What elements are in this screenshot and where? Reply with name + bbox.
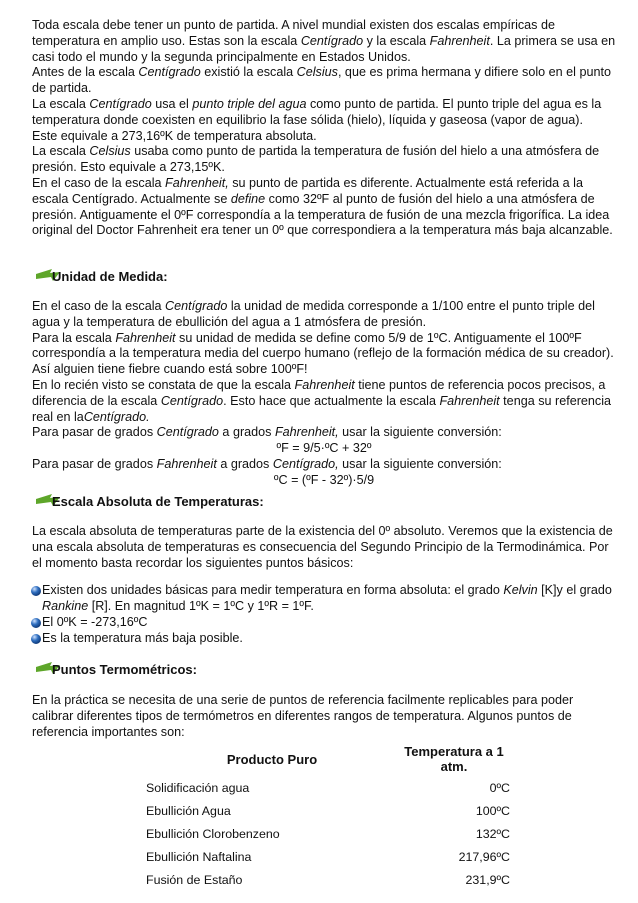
table-row <box>140 822 510 845</box>
puntos-section <box>32 693 616 740</box>
table-header-product: Producto Puro <box>226 751 318 767</box>
table-row <box>140 868 510 891</box>
table-row <box>140 845 510 868</box>
intro-paragraph-2: Antes de la escala Centígrado existió la escala Celsius, que es prima hermana y difiere solo en el punto de partida. <box>32 65 611 96</box>
table-cell-product: Solidificación agua <box>146 780 250 795</box>
intro-paragraph-6: En el caso de la escala Fahrenheit, su punto de partida es diferente. Actualmente está referida a la escala Centígrado. Actualmente se define como 32ºF al punto de fusión del hielo a una atmósfera de presión. Antiguamente el 0ºF correspondía a la temperatura de fusión de una mezcla frigorífica. La idea original del Doctor Fahrenheit era tener un 0º que correspondiera a la temperatura más baja alcanzable. <box>32 175 613 238</box>
blue-ball-icon <box>31 634 41 644</box>
heading-unidad-text: Unidad de Medida: <box>52 269 168 284</box>
table-cell-product: Ebullición Clorobenzeno <box>146 826 280 841</box>
unidad-paragraph-2: Para la escala Fahrenheit su unidad de medida se define como 5/9 de 1ºC. Antiguamente el 100ºF correspondía a la temperatura media del cuerpo humano (reflejo de la formación médica de su creador). Así alguien tiene fiebre cuando está sobre 100ºF! <box>32 330 614 377</box>
table-row <box>140 799 510 822</box>
list-item: Existen dos unidades básicas para medir temperatura en forma absoluta: el grado Kelvin [K]y el grado Rankine [R]. En magnitud 1ºK = 1ºC y 1ºR = 1ºF. <box>32 583 616 615</box>
list-item: Es la temperatura más baja posible. <box>32 631 616 647</box>
table-cell-product: Ebullición Agua <box>146 803 231 818</box>
unidad-paragraph-3: En lo recién visto se constata de que la escala Fahrenheit tiene puntos de referencia pocos precisos, a diferencia de la escala Centígrado. Esto hace que actualmente la escala Fahrenheit tenga su referencia real en laCentígrado. <box>32 377 612 424</box>
intro-section <box>32 18 616 239</box>
intro-paragraph-4: Este equivale a 273,16ºK de temperatura absoluta. <box>32 128 317 143</box>
absoluta-paragraph-1: La escala absoluta de temperaturas parte de la existencia del 0º absoluto. Veremos que la existencia de una escala absoluta de temperaturas es consecuencia del Segundo Principio de la Termodinámica. Por el momento basta recordar los siguientes puntos básicos: <box>32 524 613 570</box>
unidad-section <box>32 299 616 489</box>
absoluta-section <box>32 524 616 647</box>
intro-paragraph-5: La escala Celsius usaba como punto de partida la temperatura de fusión del hielo a una atmósfera de presión. Esto equivale a 273,15ºK. <box>32 144 600 175</box>
unidad-paragraph-5: Para pasar de grados Fahrenheit a grados Centígrado, usar la siguiente conversión: <box>32 456 502 471</box>
table-cell-product: Ebullición Naftalina <box>146 849 252 864</box>
table-cell-product: Fusión de Estaño <box>146 872 243 887</box>
heading-puntos-text: Puntos Termométricos: <box>52 662 197 677</box>
formula-c-to-f: ºF = 9/5·ºC + 32º <box>276 441 372 456</box>
blue-ball-icon <box>31 586 41 596</box>
puntos-paragraph-1: En la práctica se necesita de una serie de puntos de referencia facilmente replicables para poder calibrar diferentes tipos de termómetros en diferentes rangos de temperatura. Algunos puntos de referencia importantes son: <box>32 693 574 739</box>
intro-paragraph-3: La escala Centígrado usa el punto triple del agua como punto de partida. El punto triple del agua es la temperatura donde coexisten en equilibrio la fase sólida (hielo), líquida y gaseosa (vapor de agua). <box>32 96 602 127</box>
table-cell-temperature: 132ºC <box>475 826 510 841</box>
formula-f-to-c: ºC = (ºF - 32º)·5/9 <box>273 472 375 487</box>
intro-paragraph-1: Toda escala debe tener un punto de partida. A nivel mundial existen dos escalas empíricas de temperatura en amplio uso. Estas son la escala Centígrado y la escala Fahrenheit. La primera se usa en casi todo el mundo y la segunda principalmente en Estados Unidos. <box>32 18 616 64</box>
table-cell-temperature: 231,9ºC <box>465 872 510 887</box>
heading-absoluta-text: Escala Absoluta de Temperaturas: <box>52 494 264 509</box>
unidad-paragraph-1: En el caso de la escala Centígrado la unidad de medida corresponde a 1/100 entre el punto triple del agua y la temperatura de ebullición del agua a 1 atmósfera de presión. <box>32 299 595 329</box>
unidad-paragraph-4: Para pasar de grados Centígrado a grados Fahrenheit, usar la siguiente conversión: <box>32 425 502 440</box>
table-header-temperature: Temperatura a 1 atm. <box>404 744 504 774</box>
table-cell-temperature: 217,96ºC <box>458 849 510 864</box>
table-cell-temperature: 0ºC <box>489 780 510 795</box>
reference-points-table <box>140 742 510 891</box>
list-item: El 0ºK = -273,16ºC <box>32 615 616 631</box>
blue-ball-icon <box>31 618 41 628</box>
table-cell-temperature: 100ºC <box>475 803 510 818</box>
table-row <box>140 776 510 799</box>
